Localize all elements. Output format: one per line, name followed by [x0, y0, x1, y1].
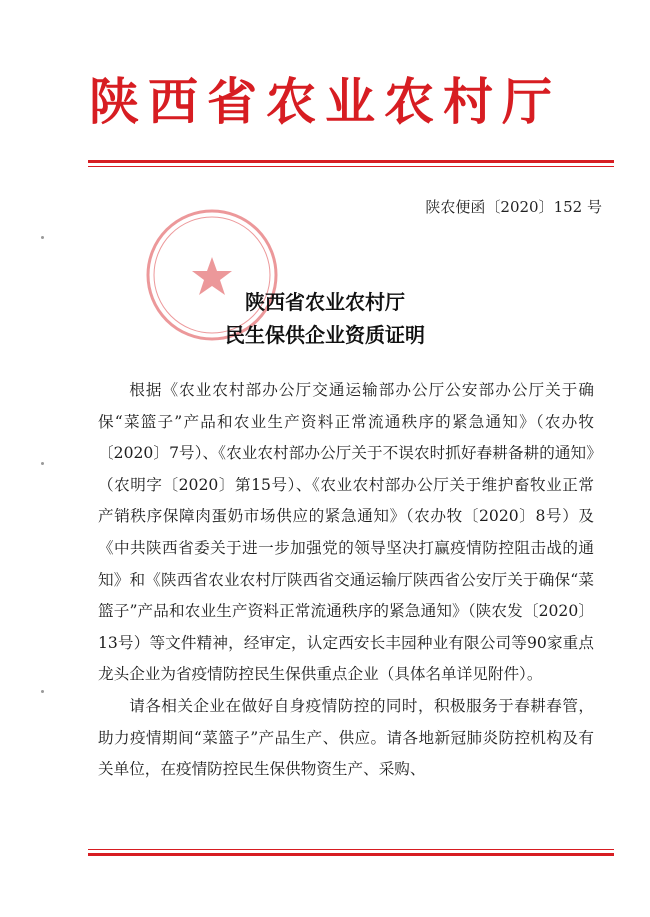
- title-line-1: 陕西省农业农村厅: [245, 290, 405, 314]
- binding-mark: [41, 690, 44, 693]
- body-paragraph-1: 根据《农业农村部办公厅交通运输部办公厅公安部办公厅关于确保“菜篮子”产品和农业生产资料正常流通秩序的紧急通知》（农办牧〔2020〕7号）、《农业农村部办公厅关于不误农时抓好春耕备耕的通知》（农明字〔2020〕第15号）、《农业农村部办公厅关于维护畜牧业正常产销秩序保障肉蛋奶市场供应的紧急通知》（农办牧〔2020〕8号）及《中共陕西省委关于进一步加强党的领导坚决打赢疫情防控阻击战的通知》和《陕西省农业农村厅陕西省交通运输厅陕西省公安厅关于确保“菜篮子”产品和农业生产资料正常流通秩序的紧急通知》（陕农发〔2020〕13号）等文件精神，经审定，认定西安长丰园种业有限公司等90家重点龙头企业为省疫情防控民生保供重点企业（具体名单详见附件）。: [98, 381, 594, 684]
- document-number: 陕农便函〔2020〕152 号: [425, 198, 602, 216]
- body-paragraph-2: 请各相关企业在做好自身疫情防控的同时，积极服务于春耕春管，助力疫情期间“菜篮子”产品生产、供应。请各地新冠肺炎防控机构及有关单位，在疫情防控民生保供物资生产、采购、: [98, 696, 594, 779]
- footer-red-rule-thin: [88, 849, 614, 850]
- header-red-rule-thick: [88, 160, 614, 163]
- footer-red-rule-thick: [88, 853, 614, 856]
- title-line-2: 民生保供企业资质证明: [225, 323, 425, 347]
- binding-mark: [41, 236, 44, 239]
- org-header-title: 陕西省农业农村厅: [89, 72, 561, 131]
- binding-mark: [41, 462, 44, 465]
- document-title: [0, 286, 650, 352]
- header-red-rule-thin: [88, 166, 614, 167]
- document-body: [98, 375, 594, 786]
